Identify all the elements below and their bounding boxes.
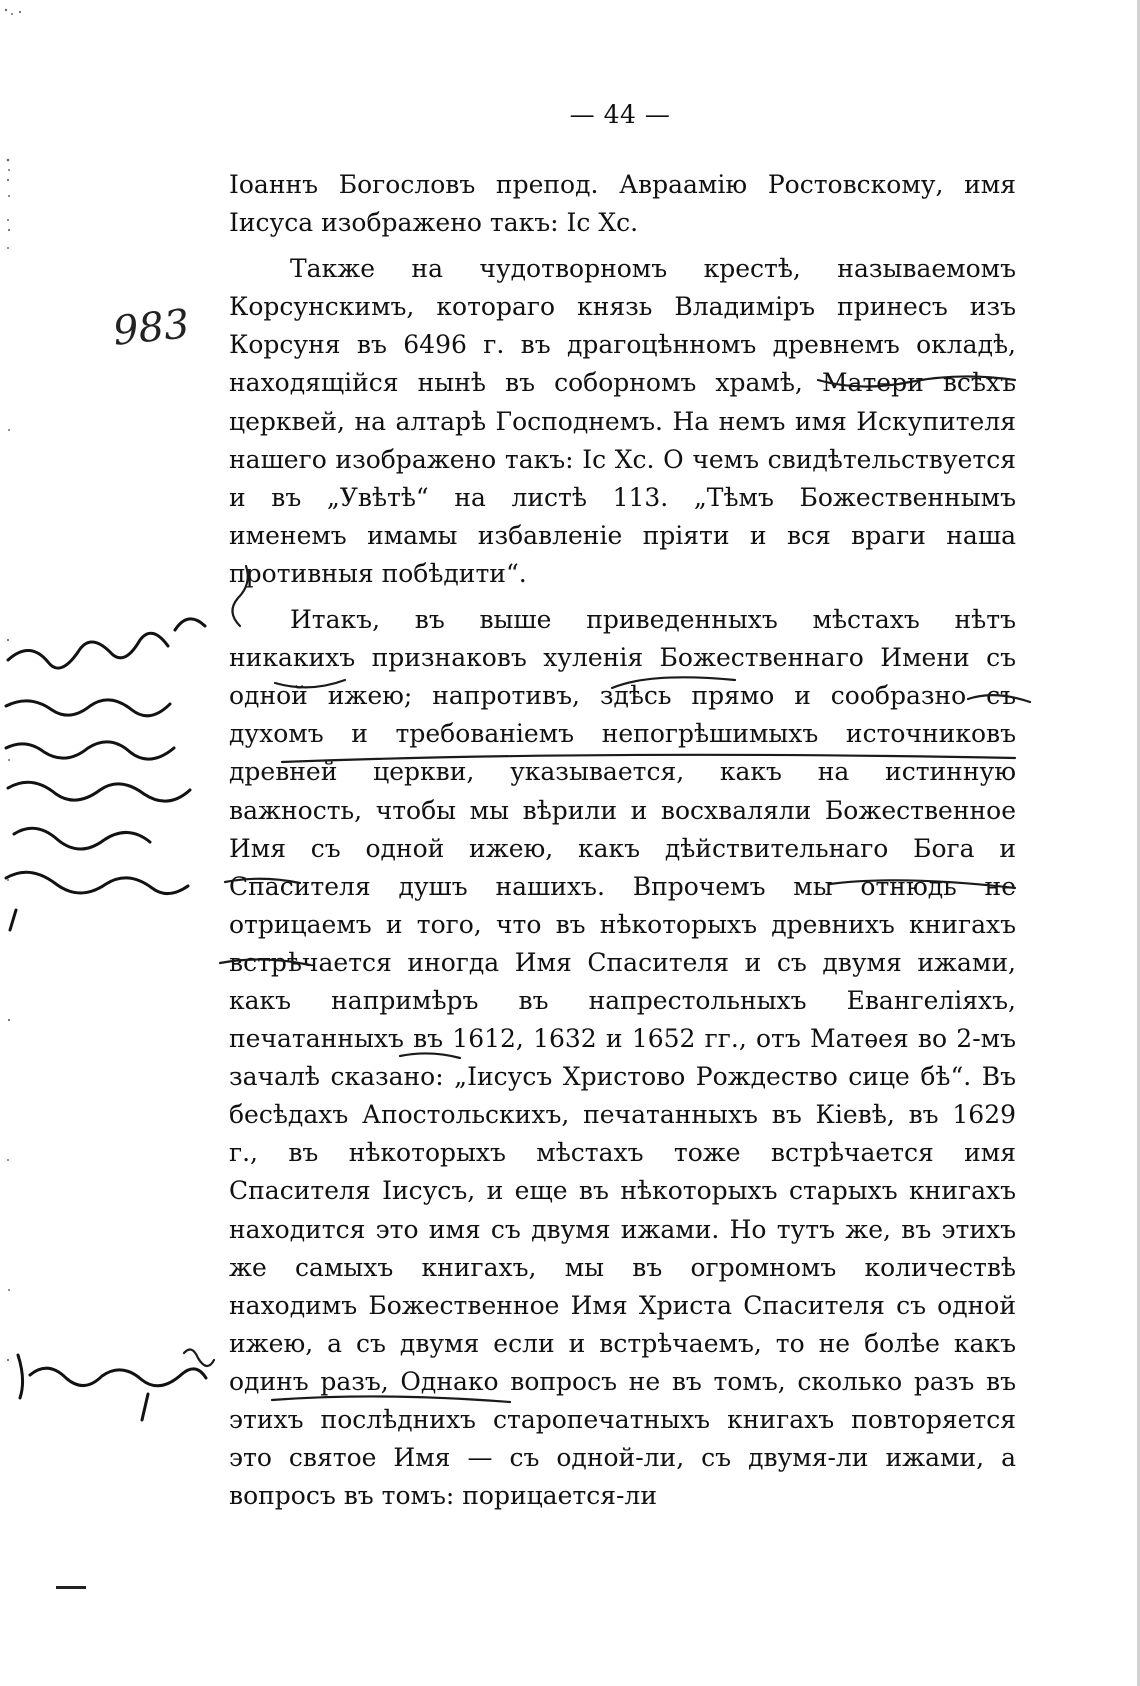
paragraph-2: Также на чудотворномъ крестѣ, называемомъ Корсунскимъ, котораго князь Владиміръ принесъ изъ Корсуня въ 6496 г. въ драгоцѣнномъ древнемъ окладѣ, находящійся нынѣ въ соборномъ храмѣ, Матери всѣхъ церквей, на алтарѣ Господнемъ. На немъ имя Искупителя нашего изображено такъ: Іс Хс. О чемъ свидѣтельствуется и въ „Увѣтѣ“ на листѣ 113. „Тѣмъ Божественнымъ именемъ имамы избавленіе пріяти и вся враги наша противныя побѣдити“.: [229, 254, 1016, 588]
scribble-mark: [184, 1349, 214, 1366]
handwritten-margin-number: 983: [110, 301, 192, 355]
paragraph-3: Итакъ, въ выше приведенныхъ мѣстахъ нѣтъ никакихъ признаковъ хуленія Божественнаго Имени съ одной ижею; напротивъ, здѣсь прямо и сообразно съ духомъ и требованіемъ непогрѣшимыхъ источниковъ древней церкви, указывается, какъ на истинную важность, чтобы мы вѣрили и восхваляли Божественное Имя съ одной ижею, какъ дѣйствительнаго Бога и Спасителя душъ нашихъ. Впрочемъ мы отнюдь не отрицаемъ и того, что въ нѣкоторыхъ древнихъ книгахъ встрѣчается иногда Имя Спасителя и съ двумя ижами, какъ напримѣръ въ напрестольныхъ Евангеліяхъ, печатанныхъ въ 1612, 1632 и 1652 гг., отъ Матѳея во 2-мъ зачалѣ сказано: „Іисусъ Христово Рождество сице бѣ“. Въ бесѣдахъ Апостольскихъ, печатанныхъ въ Кіевѣ, въ 1629 г., въ нѣкоторыхъ мѣстахъ тоже встрѣчается имя Спасителя Іисусъ, и еще въ нѣкоторыхъ старыхъ книгахъ находится это имя съ двумя ижами. Но тутъ же, въ этихъ же самыхъ книгахъ, мы въ огромномъ количествѣ находимъ Божественное Имя Христа Спасителя съ одной ижею, а съ двумя если и встрѣчаемъ, то не болѣе какъ одинъ разъ, Однако вопросъ не въ томъ, сколько разъ въ этихъ послѣднихъ старопечатныхъ книгахъ повторяется это святое Имя — съ одной-ли, съ двумя-ли ижами, а вопросъ въ томъ: порицается-ли: [229, 605, 1016, 1511]
handwritten-margin-scrawl: [6, 619, 206, 1420]
body-text: [229, 166, 1016, 1515]
paragraph-1: Іоаннъ Богословъ препод. Авраамію Ростовскому, имя Іисуса изображено такъ: Іс Хс.: [229, 170, 1016, 238]
page-number: — 44 —: [569, 100, 671, 129]
margin-specks: [0, 0, 30, 1400]
margin-rule-mark: [56, 1586, 86, 1589]
